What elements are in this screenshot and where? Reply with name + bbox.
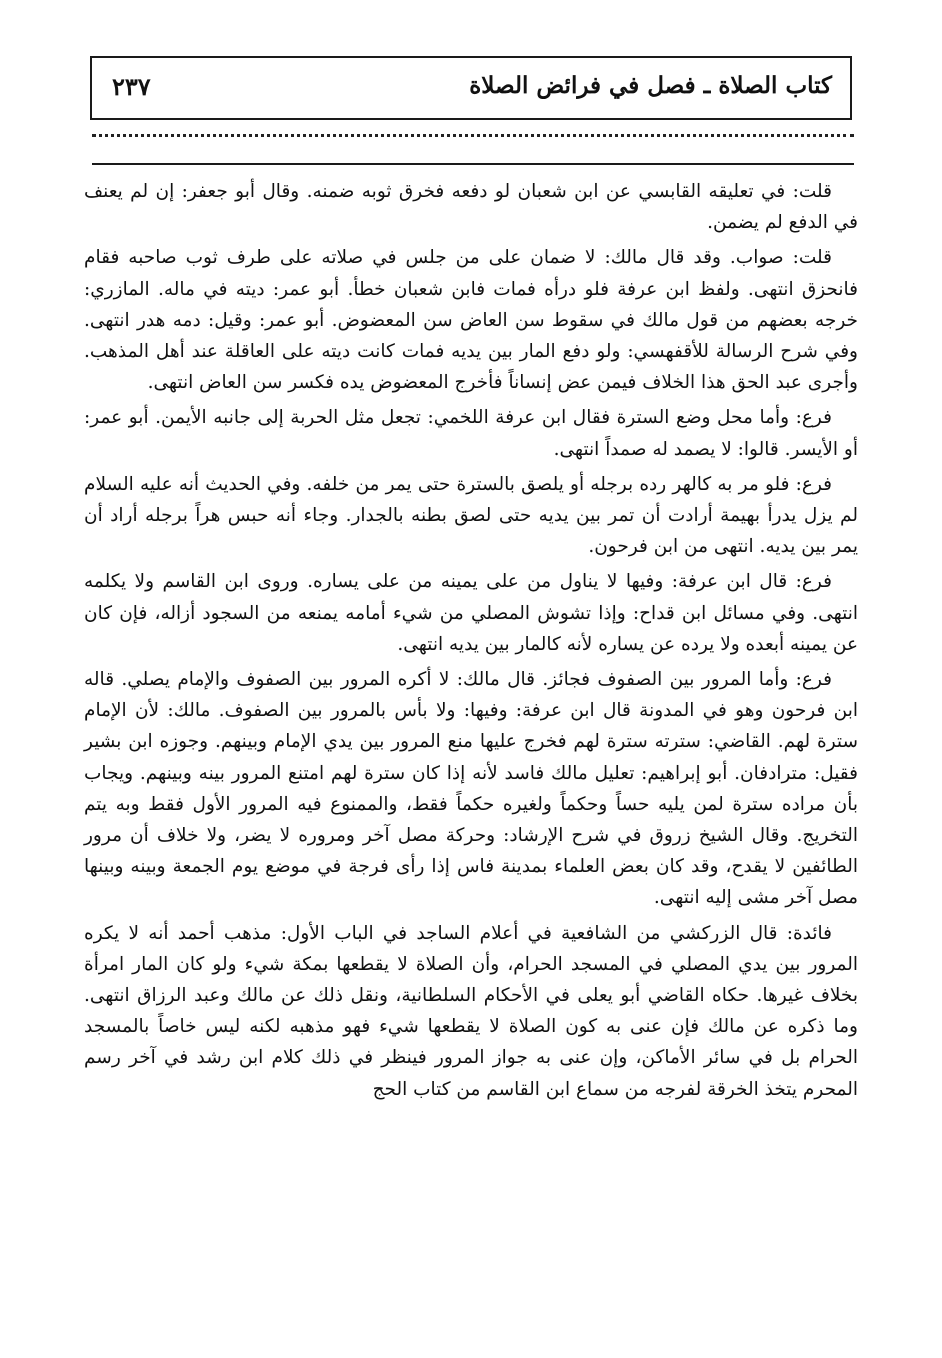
page-body [84,176,858,1109]
paragraph-6: فرع: وأما المرور بين الصفوف فجائز. قال مالك: لا أكره المرور بين الصفوف والإمام يصلي. قاله ابن فرحون وهو في المدونة قال ابن عرفة: وفيها: ولا بأس بالمرور بين الصفوف. مالك: لأن الإمام سترة لهم. القاضي: سترته سترة لهم فخرج عليها منع المرور بين يدي الإمام وبينهم. وجوزه ابن بشير فقيل: مترادفان. أبو إبراهيم: تعليل مالك فاسد لأنه إذا كان سترة لهم امتنع المرور بينه وبينهم. ويجاب بأن مراده سترة لمن يليه حساً وحكماً ولغيره حكماً فقط، والممنوع فيه المرور الأول فقط وبه يتم التخريج. وقال الشيخ زروق في شرح الإرشاد: وحركة مصل آخر ومروره لا يضر، ولا خلاف أن مرور الطائفين لا يقدح، وقد كان بعض العلماء بمدينة فاس إذا رأى فرجة في موضع يوم الجمعة وبينه وبينها مصل آخر مشى إليه انتهى. [84,669,858,909]
page-number: ٢٣٧ [112,72,151,101]
header-title: كتاب الصلاة ـ فصل في فرائض الصلاة [469,72,832,99]
paragraph-2: قلت: صواب. وقد قال مالك: لا ضمان على من جلس في صلاته على طرف ثوب صاحبه فقام فانحزق انتهى. ولفظ ابن عرفة فلو درأه فمات فابن شعبان خطأ. أبو عمر: ديته في ماله. المازري: خرجه بعضهم من قول مالك في سقوط سن العاض سن المعضوض. أبو عمر: وقيل: دمه هدر انتهى. وفي شرح الرسالة للأقفهسي: ولو دفع المار بين يديه فمات كانت ديته على العاقلة عند أهل المذهب. وأجرى عبد الحق هذا الخلاف فيمن عض إنساناً فأخرج المعضوض يده فكسر سن العاض انتهى. [84,247,858,394]
paragraph-4: فرع: فلو مر به كالهر رده برجله أو يلصق بالسترة حتى يمر من خلفه. وفي الحديث أنه عليه السلام لم يزل يدرأ بهيمة أرادت أن تمر بين يديه حتى لصق بطنه بالجدار. وجاء أنه حبس هراً برجله أراد أن يمر بين يديه. انتهى من ابن فرحون. [84,473,858,558]
paragraph-7: فائدة: قال الزركشي من الشافعية في أعلام الساجد في الباب الأول: مذهب أحمد أنه لا يكره المرور بين يدي المصلي في المسجد الحرام، وأن الصلاة لا يقطعها بمكة شيء ولو كان المار امرأة بخلاف غيرها. حكاه القاضي أبو يعلى في الأحكام السلطانية، ونقل ذلك عن مالك وعبد الرزاق انتهى. وما ذكره عن مالك فإن عنى به كون الصلاة لا يقطعها شيء فهو مذهبه لكنه ليس خاصاً بالمسجد الحرام بل في سائر الأماكن، وإن عنى به جواز المرور فينظر في ذلك كلام ابن رشد في آخر رسم المحرم يتخذ الخرقة لفرجه من سماع ابن القاسم من كتاب الحج [84,922,858,1100]
paragraph-3: فرع: وأما محل وضع السترة فقال ابن عرفة اللخمي: تجعل مثل الحربة إلى جانبه الأيمن. أبو عمر: أو الأيسر. قالوا: لا يصمد له صمداً انتهى. [84,407,858,460]
dotted-divider [92,134,854,137]
header-rule [92,163,854,165]
paragraph-1: قلت: في تعليقه القابسي عن ابن شعبان لو دفعه فخرق ثوبه ضمنه. وقال أبو جعفر: إن لم يعنف في الدفع لم يضمن. [84,181,858,234]
running-header [90,56,852,120]
paragraph-5: فرع: قال ابن عرفة: وفيها لا يناول من على يمينه من على يساره. وروى ابن القاسم ولا يكلمه انتهى. وفي مسائل ابن قداح: وإذا تشوش المصلي من شيء أمامه يمنعه من السجود أزاله، فإن كان عن يمينه أبعده ولا يرده عن يساره لأنه كالمار بين يديه انتهى. [84,571,858,655]
